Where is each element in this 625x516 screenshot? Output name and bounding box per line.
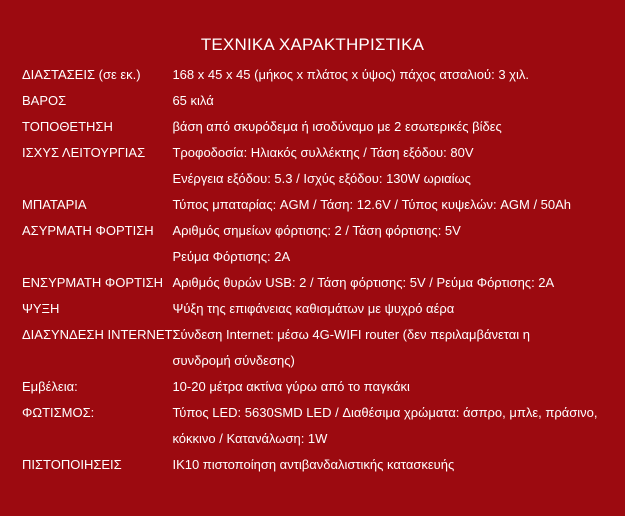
spec-value [172,140,622,192]
spec-label: ΕΝΣΥΡΜΑΤΗ ΦΟΡΤΙΣΗ [22,275,164,290]
spec-value [172,270,622,296]
spec-value [172,62,622,88]
spec-value-line: κόκκινο / Κατανάλωση: 1W [172,431,328,446]
spec-label: ΔΙΑΣΥΝΔΕΣΗ INTERNET [22,327,173,342]
spec-value-line: Τύπος LED: 5630SMD LED / Διαθέσιμα χρώματα: άσπρο, μπλε, πράσινο, [172,405,598,420]
spec-label: ΤΟΠΟΘΕΤΗΣΗ [22,119,113,134]
spec-value-line: 65 κιλά [172,93,214,108]
spec-row [22,452,622,478]
spec-row [22,62,622,88]
spec-value [172,88,622,114]
spec-row [22,218,622,270]
spec-value-line: συνδρομή σύνδεσης) [172,353,295,368]
page-title: ΤΕΧΝΙΚΑ ΧΑΡΑΚΤΗΡΙΣΤΙΚΑ [200,35,425,54]
spec-label: ΜΠΑΤΑΡΙΑ [22,197,87,212]
spec-label: ΒΑΡΟΣ [22,93,67,108]
spec-row [22,192,622,218]
spec-table-body [22,62,622,478]
spec-row [22,322,622,374]
spec-value-line: Αριθμός σημείων φόρτισης: 2 / Τάση φόρτισης: 5V [172,223,461,238]
spec-value [172,452,622,478]
spec-row [22,400,622,452]
spec-row [22,140,622,192]
spec-row [22,296,622,322]
spec-value [172,218,622,270]
spec-label: ΔΙΑΣΤΑΣΕΙΣ (σε εκ.) [22,67,141,82]
spec-label: ΙΣΧΥΣ ΛΕΙΤΟΥΡΓΙΑΣ [22,145,146,160]
spec-value [172,296,622,322]
spec-value [172,322,622,374]
spec-value-line: 168 x 45 x 45 (μήκος x πλάτος x ύψος) πάχος ατσαλιού: 3 χιλ. [172,67,530,82]
spec-label: ΨΥΞΗ [22,301,60,316]
spec-value-line: Τροφοδοσία: Ηλιακός συλλέκτης / Τάση εξόδου: 80V [172,145,474,160]
spec-label: ΠΙΣΤΟΠΟΙΗΣΕΙΣ [22,457,122,472]
spec-value-line: 10-20 μέτρα ακτίνα γύρω από το παγκάκι [172,379,410,394]
spec-value-line: Σύνδεση Internet: μέσω 4G-WIFI router (δεν περιλαμβάνεται η [172,327,530,342]
spec-value-line: Ενέργεια εξόδου: 5.3 / Ισχύς εξόδου: 130W ωριαίως [172,171,471,186]
spec-value [172,114,622,140]
spec-value-line: βάση από σκυρόδεμα ή ισοδύναμο με 2 εσωτερικές βίδες [172,119,502,134]
spec-row [22,374,622,400]
spec-value-line: Τύπος μπαταρίας: AGM / Τάση: 12.6V / Τύπος κυψελών: AGM / 50Ah [172,197,572,212]
spec-value [172,374,622,400]
spec-value-line: IK10 πιστοποίηση αντιβανδαλιστικής κατασκευής [172,457,455,472]
spec-value-line: Αριθμός θυρών USB: 2 / Τάση φόρτισης: 5V / Ρεύμα Φόρτισης: 2A [172,275,555,290]
spec-label: ΑΣΥΡΜΑΤΗ ΦΟΡΤΙΣΗ [22,223,154,238]
spec-row [22,270,622,296]
spec-row [22,114,622,140]
spec-value-line: Ψύξη της επιφάνειας καθισμάτων με ψυχρό αέρα [172,301,455,316]
spec-label: Εμβέλεια: [22,379,78,394]
spec-value [172,400,622,452]
spec-label: ΦΩΤΙΣΜΟΣ: [22,405,95,420]
spec-row [22,88,622,114]
spec-value [172,192,622,218]
spec-table [22,62,622,478]
spec-value-line: Ρεύμα Φόρτισης: 2A [172,249,291,264]
